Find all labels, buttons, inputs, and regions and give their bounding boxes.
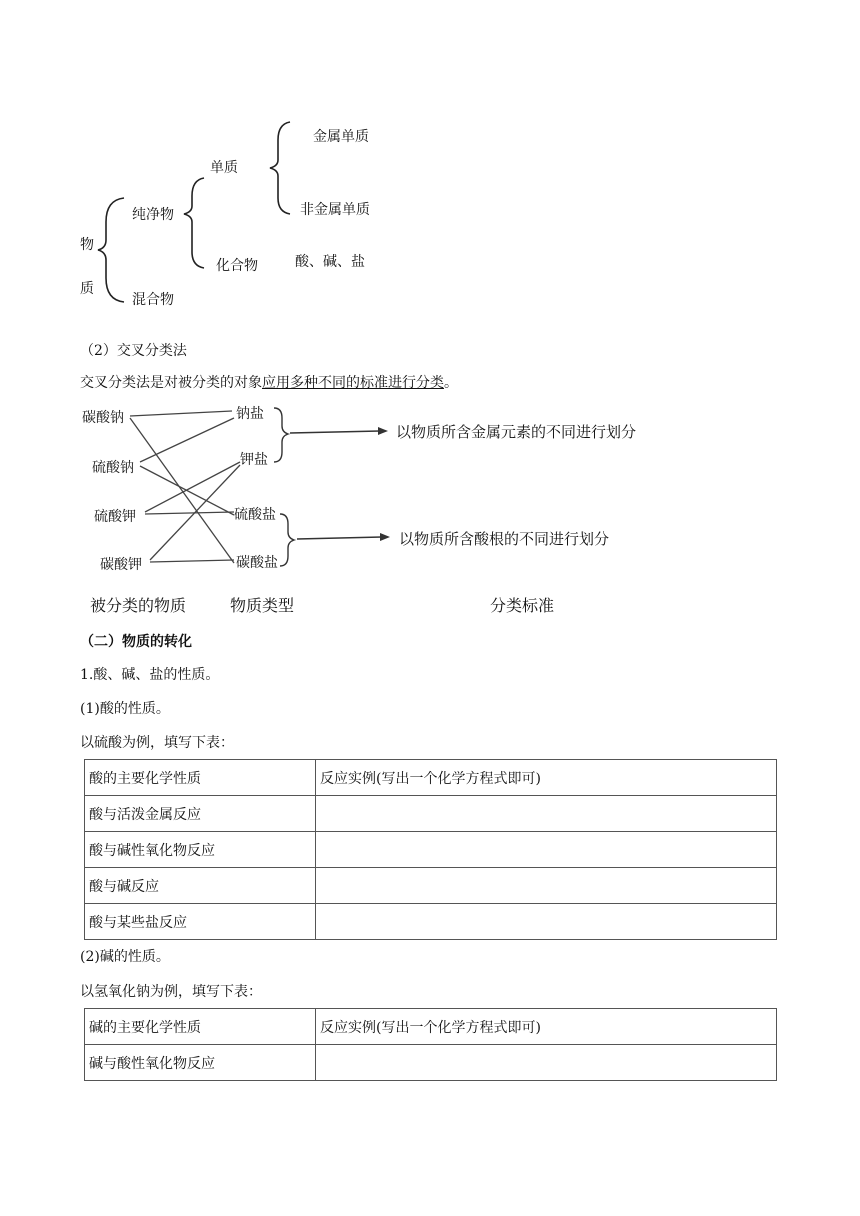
left-item-potassium-sulfate: 硫酸钾 [94, 509, 136, 525]
acid-intro: 以硫酸为例，填写下表： [80, 735, 234, 751]
base-properties-table [84, 1008, 777, 1081]
brace-acid-salts [280, 514, 294, 566]
acid-header-property: 酸的主要化学性质 [85, 760, 316, 796]
acid-row-answer-cell[interactable] [316, 796, 777, 832]
tree-nonmetal-element: 非金属单质 [300, 202, 370, 218]
label-classified-substances: 被分类的物质 [90, 596, 187, 615]
acid-row-answer-cell[interactable] [316, 832, 777, 868]
acid-header-example: 反应实例(写出一个化学方程式即可) [316, 760, 777, 796]
acid-row-label: 酸与碱性氧化物反应 [85, 832, 316, 868]
tree-element: 单质 [210, 160, 238, 176]
acid-row-answer-cell[interactable] [316, 904, 777, 940]
tree-root-char2: 质 [80, 281, 94, 297]
cross-links [130, 411, 240, 563]
type-sulfate: 硫酸盐 [234, 507, 276, 523]
table-row [85, 832, 777, 868]
table-row [85, 904, 777, 940]
criterion-metal: 以物质所含金属元素的不同进行划分 [396, 423, 637, 441]
cross-heading: （2）交叉分类法 [80, 343, 187, 359]
brace-pure [184, 178, 204, 268]
tree-mixture: 混合物 [132, 292, 174, 308]
acid-row-label: 酸与碱反应 [85, 868, 316, 904]
tree-metal-element: 金属单质 [313, 129, 369, 145]
acid-row-label: 酸与活泼金属反应 [85, 796, 316, 832]
left-item-sodium-carbonate: 碳酸钠 [82, 410, 124, 426]
tree-acid-base-salt: 酸、碱、盐 [295, 254, 365, 270]
table-header-row [85, 760, 777, 796]
criterion-acid-radical: 以物质所含酸根的不同进行划分 [399, 530, 610, 548]
tree-compound: 化合物 [216, 258, 258, 274]
arrow-acid-line [297, 537, 382, 539]
tree-pure-substance: 纯净物 [132, 207, 174, 223]
label-classification-criterion: 分类标准 [490, 596, 555, 615]
cross-intro-after: 。 [444, 375, 458, 391]
base-header-example: 反应实例(写出一个化学方程式即可) [316, 1009, 777, 1045]
acid-properties-table [84, 759, 777, 940]
cross-intro-underlined: 应用多种不同的标准进行分类 [262, 375, 444, 391]
table-row [85, 1045, 777, 1081]
brace-element [270, 122, 290, 214]
brace-metal-salts [274, 408, 288, 462]
table-row [85, 796, 777, 832]
cross-intro [80, 372, 458, 392]
base-row-answer-cell[interactable] [316, 1045, 777, 1081]
label-substance-type: 物质类型 [230, 596, 295, 615]
left-item-sodium-sulfate: 硫酸钠 [92, 460, 134, 476]
acid-row-label: 酸与某些盐反应 [85, 904, 316, 940]
arrow-metal-line [290, 431, 380, 433]
type-carbonate: 碳酸盐 [236, 555, 278, 571]
cross-intro-before: 交叉分类法是对被分类的对象 [80, 375, 262, 391]
table-header-row [85, 1009, 777, 1045]
arrow-metal-head [378, 427, 388, 435]
left-item-potassium-carbonate: 碳酸钾 [100, 557, 142, 573]
acid-row-answer-cell[interactable] [316, 868, 777, 904]
tree-root-char1: 物 [80, 237, 94, 253]
base-heading: (2)碱的性质。 [80, 949, 170, 965]
type-potassium-salt: 钾盐 [240, 452, 268, 468]
arrow-acid-head [380, 533, 390, 541]
base-header-property: 碱的主要化学性质 [85, 1009, 316, 1045]
acid-heading: (1)酸的性质。 [80, 701, 170, 717]
transform-heading: （二）物质的转化 [80, 634, 192, 650]
base-row-label: 碱与酸性氧化物反应 [85, 1045, 316, 1081]
brace-root [98, 198, 124, 302]
item-acid-base-salt-properties: 1.酸、碱、盐的性质。 [80, 667, 220, 683]
base-intro: 以氢氧化钠为例，填写下表： [80, 984, 262, 1000]
table-row [85, 868, 777, 904]
type-sodium-salt: 钠盐 [236, 406, 264, 422]
